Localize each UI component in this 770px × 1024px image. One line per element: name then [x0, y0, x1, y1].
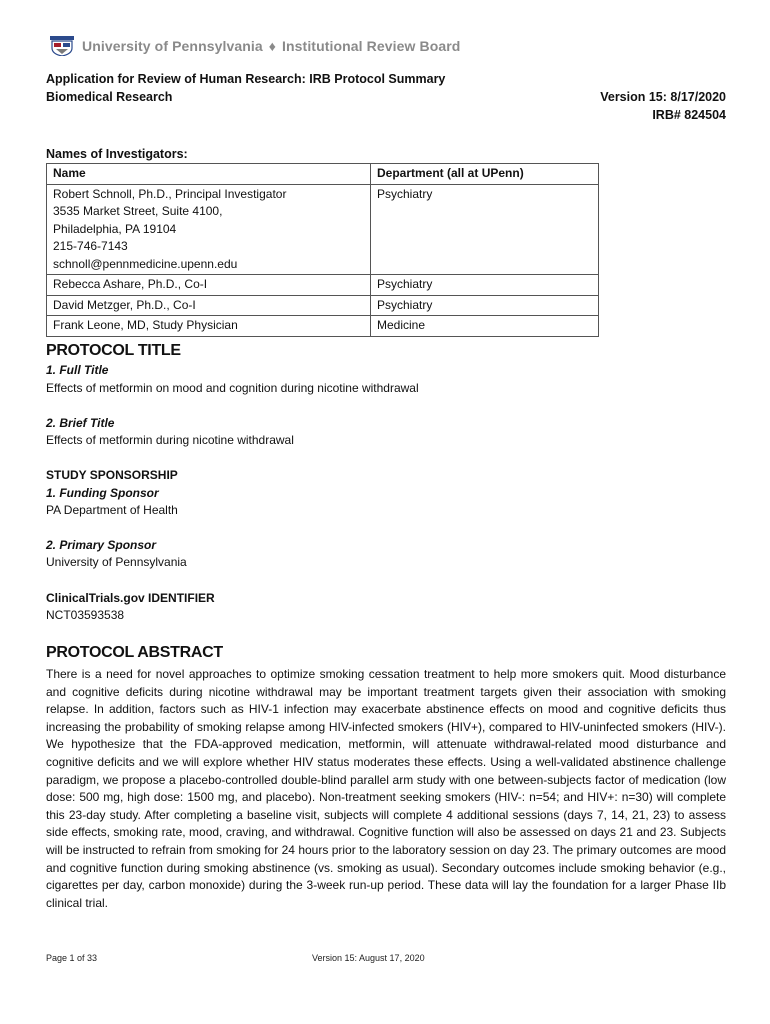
investigator-dept: Psychiatry [371, 295, 599, 316]
investigator-city: Philadelphia, PA 19104 [53, 221, 177, 236]
footer-page-number: Page 1 of 33 [46, 953, 98, 963]
table-row [47, 316, 599, 337]
version-block [600, 88, 726, 124]
investigator-address: 3535 Market Street, Suite 4100, [53, 204, 223, 218]
table-row [47, 295, 599, 316]
col-header-department: Department (all at UPenn) [371, 164, 599, 185]
investigator-name: David Metzger, Ph.D., Co-I [47, 295, 371, 316]
investigators-table [46, 163, 599, 337]
investigator-name: Frank Leone, MD, Study Physician [47, 316, 371, 337]
full-title-label: 1. Full Title [46, 363, 109, 377]
penn-shield-logo-icon [50, 36, 74, 56]
col-header-name: Name [47, 164, 371, 185]
table-header-row [47, 164, 599, 185]
full-title-text: Effects of metformin on mood and cognition during nicotine withdrawal [46, 381, 419, 395]
investigator-dept: Medicine [371, 316, 599, 337]
table-row [47, 184, 599, 275]
investigator-name: Rebecca Ashare, Ph.D., Co-I [47, 275, 371, 296]
primary-sponsor-value: University of Pennsylvania [46, 555, 187, 569]
header-board: Institutional Review Board [282, 38, 461, 54]
investigator-dept: Psychiatry [371, 184, 599, 275]
table-row [47, 275, 599, 296]
version-label: Version 15: 8/17/2020 [600, 90, 726, 104]
funding-sponsor-value: PA Department of Health [46, 503, 178, 517]
protocol-abstract-heading: PROTOCOL ABSTRACT [46, 644, 223, 661]
footer-version: Version 15: August 17, 2020 [312, 953, 425, 963]
title-line2: Biomedical Research [46, 90, 173, 104]
application-title [46, 70, 445, 106]
investigators-label: Names of Investigators: [46, 147, 188, 161]
funding-sponsor-label: 1. Funding Sponsor [46, 486, 159, 500]
investigator-name: Robert Schnoll, Ph.D., Principal Investigator [53, 186, 287, 201]
header-university: University of Pennsylvania [82, 38, 263, 54]
sponsorship-heading: STUDY SPONSORSHIP [46, 468, 178, 482]
page-header [50, 36, 460, 56]
investigator-phone: 215-746-7143 [53, 239, 128, 253]
investigator-email: schnoll@pennmedicine.upenn.edu [53, 256, 238, 271]
header-separator: ♦ [268, 38, 277, 54]
investigator-name-cell [47, 184, 371, 275]
brief-title-text: Effects of metformin during nicotine withdrawal [46, 433, 294, 447]
brief-title-label: 2. Brief Title [46, 416, 115, 430]
primary-sponsor-label: 2. Primary Sponsor [46, 538, 157, 552]
protocol-abstract-text: There is a need for novel approaches to optimize smoking cessation treatment to help more smokers quit. Mood disturbance and cognitive deficits during nicotine withdrawal may be important treatment targets given their association with smoking relapse. In addition, factors such as HIV-1 infection may exacerbate abstinence effects on mood and cognitive deficits thus increasing the probability of smoking relapse among HIV-infected smokers (HIV+), compared to HIV-uninfected smokers (HIV-). We hypothesize that the FDA-approved medication, metformin, will attenuate withdrawal-related mood disturbance and cognitive deficits and we will explore whether HIV status moderates these effects. Using a well-validated abstinence challenge paradigm, we propose a placebo-controlled double-blind parallel arm study with one between-subjects factor of medication (low dose: 500 mg, high dose: 1500 mg, and placebo). Non-treatment seeking smokers (HIV-: n=54; and HIV+: n=30) will complete this 23-day study. After completing a baseline visit, subjects will complete 4 additional sessions (days 7, 14, 21, 23) to assess side effects, smoking rate, mood, craving, and withdrawal. Cognitive function will also be assessed on days 21 and 23. Subjects will be instructed to refrain from smoking for 24 hours prior to the laboratory session on day 23. The primary outcomes are mood and cognitive function during smoking abstinence (vs. smoking as usual). Secondary outcomes include smoking behavior (e.g., cigarettes per day, carbon monoxide) during the 3-week run-up period. These data will lay the foundation for a larger Phase IIb clinical trial. [46, 667, 726, 910]
irb-number: IRB# 824504 [652, 108, 726, 122]
protocol-title-heading: PROTOCOL TITLE [46, 342, 181, 359]
title-line1: Application for Review of Human Research: IRB Protocol Summary [46, 72, 446, 86]
investigator-dept: Psychiatry [371, 275, 599, 296]
clinicaltrials-id: NCT03593538 [46, 608, 125, 622]
clinicaltrials-label: ClinicalTrials.gov IDENTIFIER [46, 591, 215, 605]
